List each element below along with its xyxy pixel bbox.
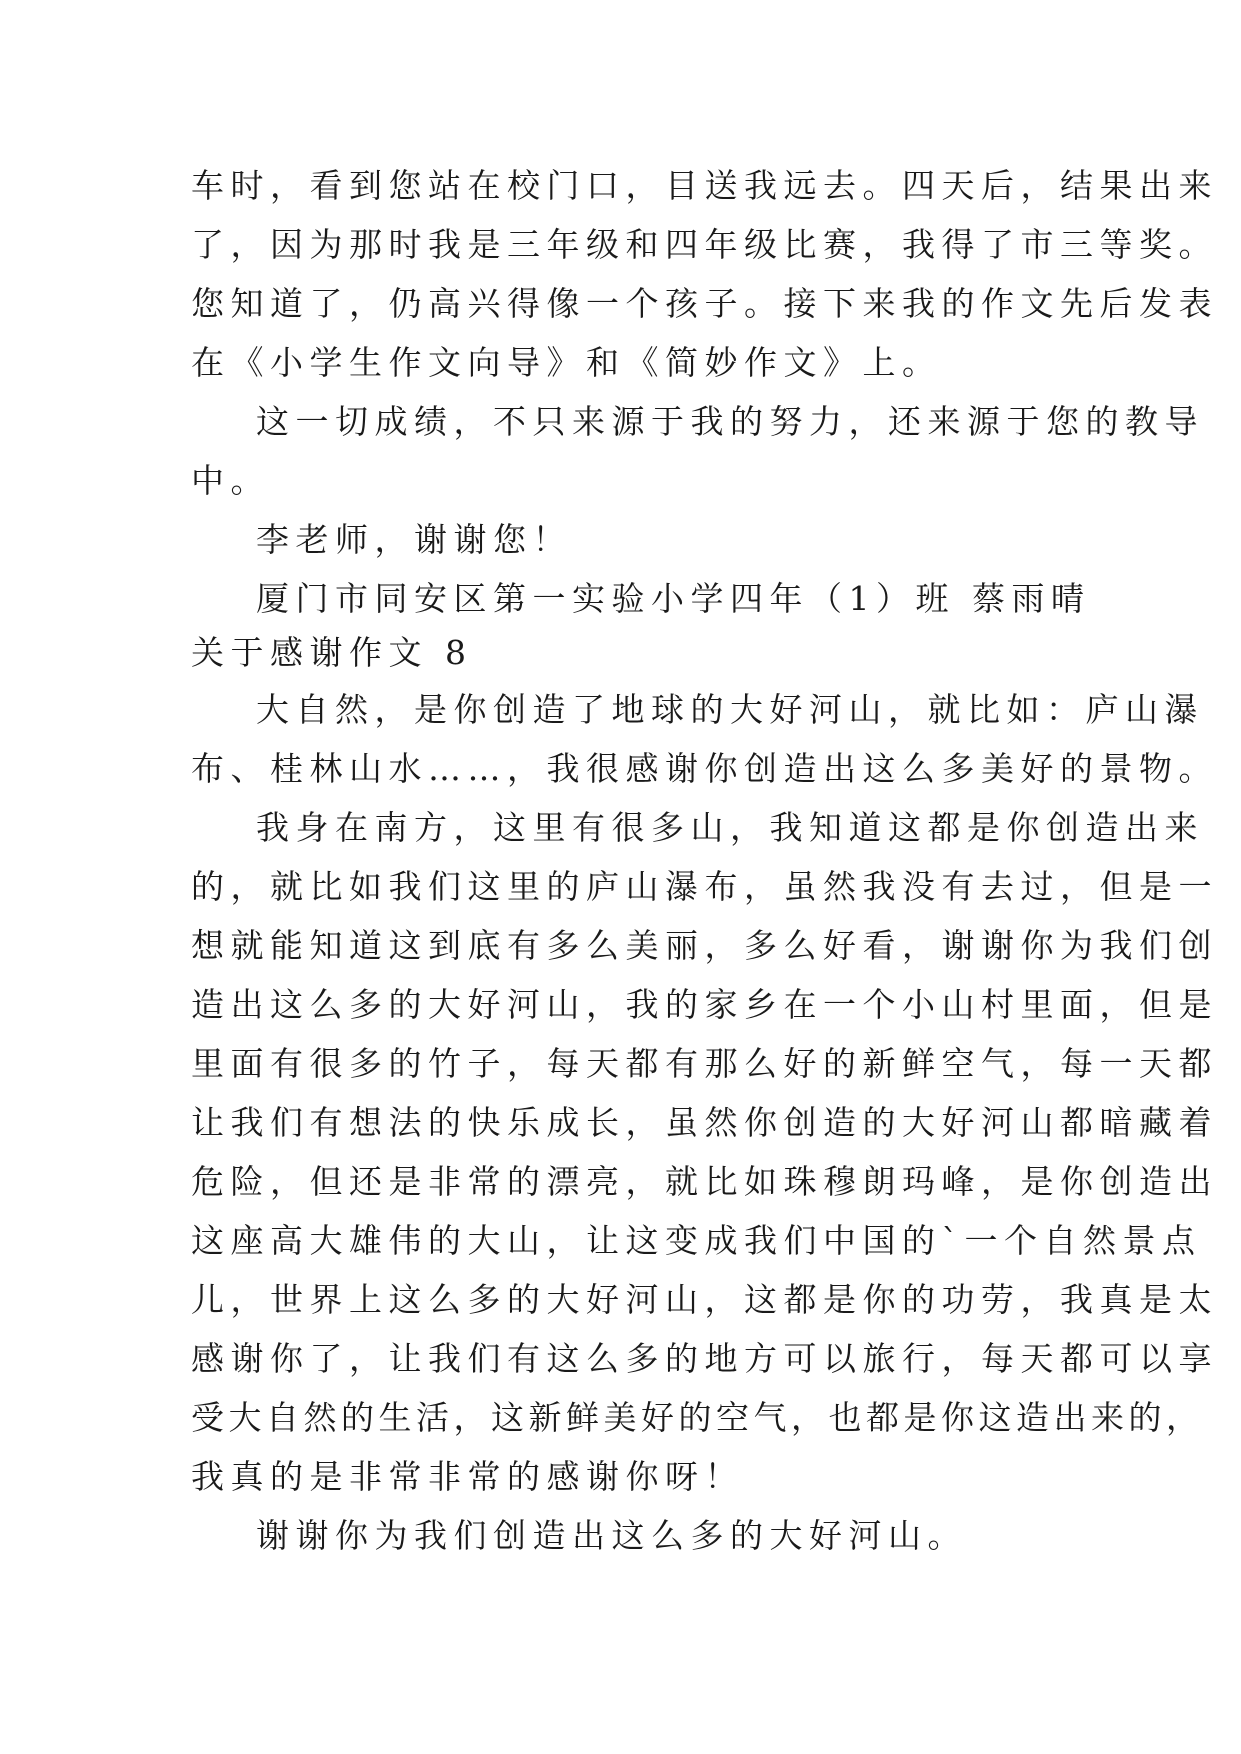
text-line: 布、桂林山水……，我很感谢你创造出这么多美好的景物。	[191, 749, 1218, 788]
text-line: 在《小学生作文向导》和《简妙作文》上。	[191, 343, 942, 382]
text-line: 的，就比如我们这里的庐山瀑布，虽然我没有去过，但是一	[191, 867, 1218, 906]
text-line: 这一切成绩，不只来源于我的努力，还来源于您的教导	[256, 402, 1204, 441]
text-line: 车时，看到您站在校门口，目送我远去。四天后，结果出来	[191, 166, 1218, 205]
text-line: 让我们有想法的快乐成长，虽然你创造的大好河山都暗藏着	[191, 1103, 1218, 1142]
text-line: 谢谢你为我们创造出这么多的大好河山。	[256, 1516, 967, 1555]
text-line: 中。	[191, 461, 270, 500]
text-line: 儿，世界上这么多的大好河山，这都是你的功劳，我真是太	[191, 1280, 1218, 1319]
text-line: 您知道了，仍高兴得像一个孩子。接下来我的作文先后发表	[191, 284, 1218, 323]
text-line: 我身在南方，这里有很多山，我知道这都是你创造出来	[256, 808, 1204, 847]
text-line: 造出这么多的大好河山，我的家乡在一个小山村里面，但是	[191, 985, 1218, 1024]
text-line: 里面有很多的竹子，每天都有那么好的新鲜空气，每一天都	[191, 1044, 1218, 1083]
text-line: 想就能知道这到底有多么美丽，多么好看，谢谢你为我们创	[191, 926, 1218, 965]
text-line: 厦门市同安区第一实验小学四年（1）班 蔡雨晴	[256, 579, 1091, 618]
section-heading: 关于感谢作文 8	[191, 633, 473, 672]
text-line: 受大自然的生活，这新鲜美好的空气，也都是你这造出来的，	[191, 1398, 1204, 1437]
text-line: 我真的是非常非常的感谢你呀！	[191, 1457, 744, 1496]
text-line: 这座高大雄伟的大山，让这变成我们中国的`一个自然景点	[191, 1221, 1202, 1260]
text-line: 李老师，谢谢您！	[256, 520, 572, 559]
text-line: 感谢你了，让我们有这么多的地方可以旅行，每天都可以享	[191, 1339, 1218, 1378]
text-line: 大自然，是你创造了地球的大好河山，就比如：庐山瀑	[256, 690, 1204, 729]
text-line: 危险，但还是非常的漂亮，就比如珠穆朗玛峰，是你创造出	[191, 1162, 1218, 1201]
text-line: 了，因为那时我是三年级和四年级比赛，我得了市三等奖。	[191, 225, 1218, 264]
